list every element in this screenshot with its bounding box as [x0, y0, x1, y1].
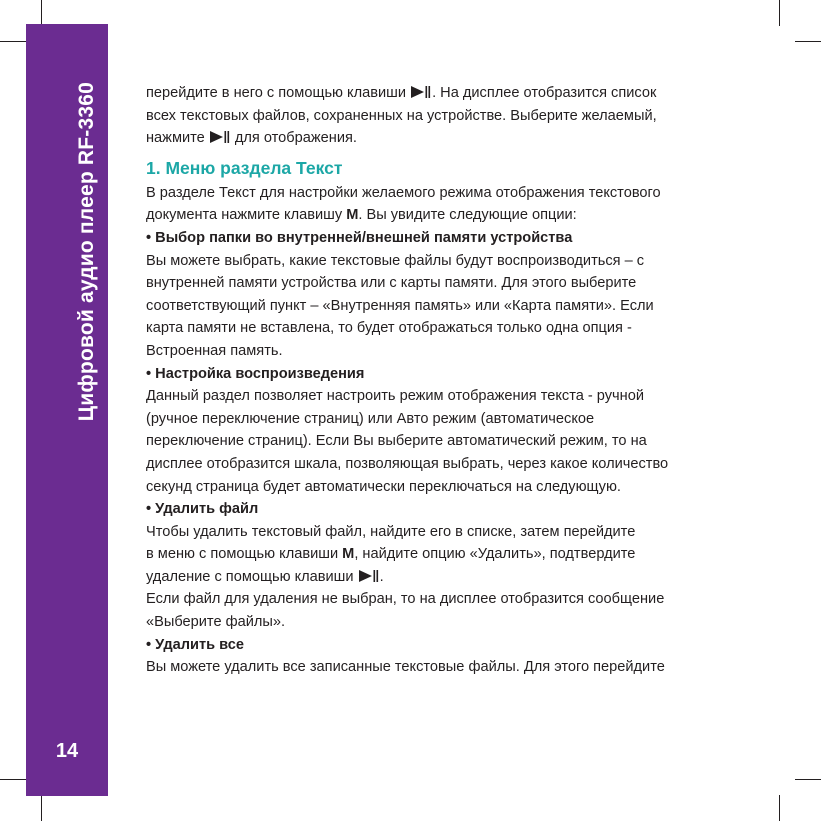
delete-file-line — [146, 543, 766, 566]
play-pause-icon — [210, 131, 230, 143]
crop-mark — [795, 779, 821, 780]
intro-text: нажмите — [146, 130, 209, 147]
crop-mark — [0, 779, 26, 780]
delete-all-line: Вы можете удалить все записанные текстовые файлы. Для этого перейдите — [146, 659, 665, 676]
intro-text: . На дисплее отобразится список — [432, 85, 657, 101]
menu-intro-line: В разделе Текст для настройки желаемого режима отображения текстового — [146, 184, 661, 201]
crop-mark — [0, 41, 26, 42]
playback-line: переключение страниц). Если Вы выберите автоматический режим, то на — [146, 433, 647, 450]
crop-mark — [779, 795, 780, 821]
crop-mark — [41, 795, 42, 821]
delete-file-text: удаление с помощью клавиши — [146, 568, 358, 585]
page-number: 14 — [55, 740, 79, 762]
option-title-delete-all: • Удалить все — [146, 636, 244, 653]
page-content — [146, 82, 766, 679]
intro-line: всех текстовых файлов, сохраненных на устройстве. Выберите желаемый, — [146, 107, 657, 124]
delete-file-line — [146, 566, 766, 589]
intro-text: перейдите в него с помощью клавиши — [146, 85, 411, 101]
option-title-delete-file: • Удалить файл — [146, 501, 259, 518]
play-pause-icon — [359, 570, 379, 582]
playback-line: секунд страница будет автоматически переключаться на следующую. — [146, 478, 621, 495]
folder-line: внутренней памяти устройства или с карты памяти. Для этого выберите — [146, 275, 637, 292]
sidebar-title: Цифровой аудио плеер RF-3360 — [75, 82, 98, 422]
option-title-playback: • Настройка воспроизведения — [146, 365, 365, 382]
crop-mark — [779, 0, 780, 26]
menu-intro-line — [146, 204, 766, 227]
key-m: M — [346, 207, 359, 224]
intro-line — [146, 82, 766, 105]
crop-mark — [41, 0, 42, 26]
menu-intro-text: . Вы увидите следующие опции: — [358, 207, 577, 224]
playback-line: (ручное переключение страниц) или Авто режим (автоматическое — [146, 410, 595, 427]
menu-intro-text: документа нажмите клавишу — [146, 207, 347, 224]
play-pause-icon — [411, 86, 431, 98]
delete-file-text: в меню с помощью клавиши — [146, 546, 343, 563]
intro-text: для отображения. — [230, 130, 357, 147]
folder-line: Вы можете выбрать, какие текстовые файлы будут воспроизводиться – с — [146, 252, 645, 269]
delete-file-line: Чтобы удалить текстовый файл, найдите его в списке, затем перейдите — [146, 523, 636, 540]
intro-line — [146, 127, 766, 150]
delete-file-text: . — [379, 568, 384, 585]
option-title-folder: • Выбор папки во внутренней/внешней памяти устройства — [146, 229, 573, 246]
key-m: M — [342, 546, 355, 563]
delete-file-line: «Выберите файлы». — [146, 614, 286, 631]
playback-line: дисплее отобразится шкала, позволяющая выбрать, через какое количество — [146, 455, 669, 472]
folder-line: Встроенная память. — [146, 342, 283, 359]
playback-line: Данный раздел позволяет настроить режим отображения текста - ручной — [146, 388, 644, 405]
folder-line: соответствующий пункт – «Внутренняя память» или «Карта памяти». Если — [146, 297, 654, 314]
section-heading: 1. Меню раздела Текст — [146, 157, 343, 178]
delete-file-text: , найдите опцию «Удалить», подтвердите — [354, 546, 636, 563]
delete-file-line: Если файл для удаления не выбран, то на дисплее отобразится сообщение — [146, 591, 665, 608]
crop-mark — [795, 41, 821, 42]
folder-line: карта памяти не вставлена, то будет отображаться только одна опция - — [146, 320, 632, 337]
